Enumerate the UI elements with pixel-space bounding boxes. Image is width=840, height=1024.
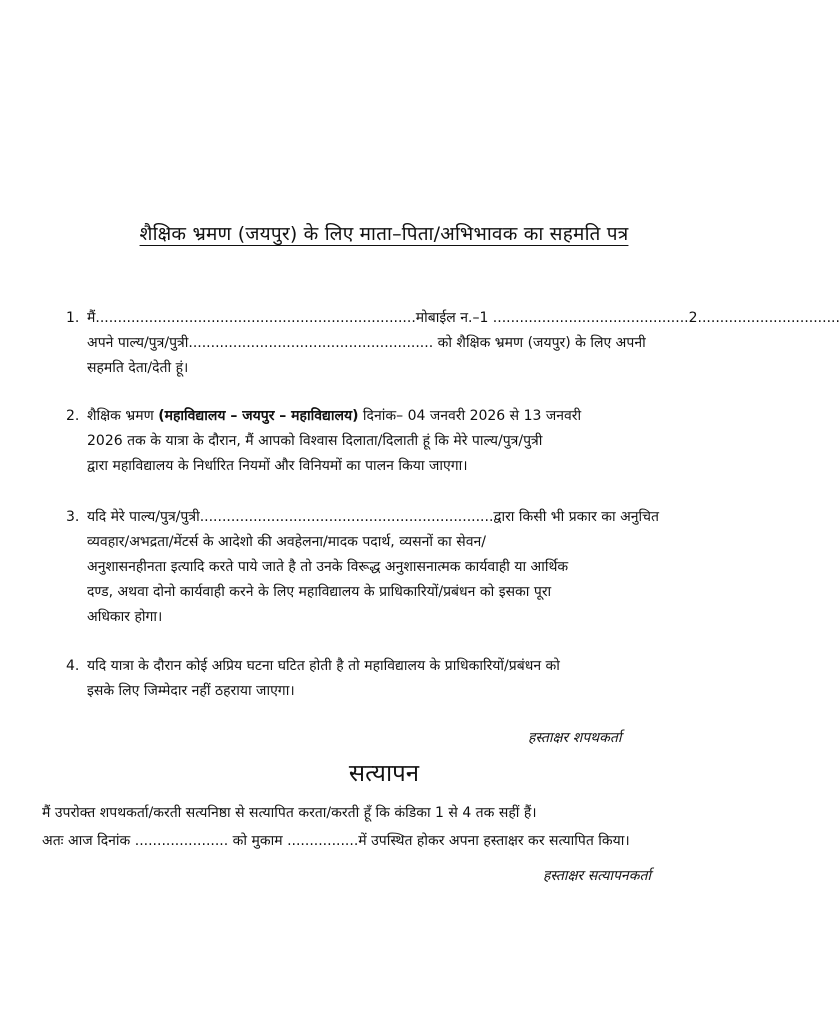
item-number: 2. xyxy=(66,408,80,424)
item-line: व्यवहार/अभद्रता/मेंटर्स के आदेशो की अवहेलना/मादक पदार्थ, व्यसनों का सेवन/ xyxy=(87,534,486,550)
item-line: अपने पाल्य/पुत्र/पुत्री....................................................... को शैक्षिक भ्रमण (जयपुर) के लिए अपनी xyxy=(87,335,646,351)
item-line: द्वारा महाविद्यालय के निर्धारित नियमों और विनियमों का पालन किया जाएगा। xyxy=(87,458,468,474)
item-line: सहमति देता/देती हूं। xyxy=(87,360,189,376)
item-line: अधिकार होगा। xyxy=(87,609,163,625)
consent-item-4 xyxy=(66,654,714,704)
item-text: दिनांक– 04 जनवरी 2026 से 13 जनवरी xyxy=(358,408,582,424)
consent-item-1 xyxy=(66,306,840,381)
item-line: मैं........................................................................मोबाईल न.–1 ............................................2................................ xyxy=(87,310,840,326)
item-bold-text: (महाविद्यालय – जयपुर – महाविद्यालय) xyxy=(158,408,359,424)
verifier-signature-label: हस्ताक्षर सत्यापनकर्ता xyxy=(543,868,652,884)
item-line: इसके लिए जिम्मेदार नहीं ठहराया जाएगा। xyxy=(87,683,295,699)
item-line: दण्ड, अथवा दोनो कार्यवाही करने के लिए महाविद्यालय के प्राधिकारियों/प्रबंधन को इसका पूरा xyxy=(87,584,552,600)
oath-signature-label: हस्ताक्षर शपथकर्ता xyxy=(528,730,622,746)
consent-item-3 xyxy=(66,505,714,630)
consent-item-2 xyxy=(66,404,714,479)
document-title: शैक्षिक भ्रमण (जयपुर) के लिए माता–पिता/अभिभावक का सहमति पत्र xyxy=(139,223,629,245)
verification-heading: सत्यापन xyxy=(348,759,420,787)
verification-text xyxy=(42,799,722,855)
item-number: 4. xyxy=(66,658,80,674)
item-line: यदि यात्रा के दौरान कोई अप्रिय घटना घटित होती है तो महाविद्यालय के प्राधिकारियों/प्रबंधन को xyxy=(87,658,560,674)
item-line: 2026 तक के यात्रा के दौरान, मैं आपको विश्वास दिलाता/दिलाती हूं कि मेरे पाल्य/पुत्र/पुत्री xyxy=(87,433,543,449)
item-text: शैक्षिक भ्रमण xyxy=(87,408,159,424)
item-line: यदि मेरे पाल्य/पुत्र/पुत्री..................................................................द्वारा किसी भी प्रकार का अनुचित xyxy=(87,509,660,525)
item-line: अनुशासनहीनता इत्यादि करते पाये जाते है तो उनके विरूद्ध अनुशासनात्मक कार्यवाही या आर्थिक xyxy=(87,559,569,575)
verification-line: अतः आज दिनांक ..................... को मुकाम ................में उपस्थित होकर अपना हस्ताक्षर कर सत्यापित किया। xyxy=(42,833,630,849)
verification-line: मैं उपरोक्त शपथकर्ता/करती सत्यनिष्ठा से सत्यापित करता/करती हूँ कि कंडिका 1 से 4 तक सहीं हैं। xyxy=(42,805,537,821)
item-number: 3. xyxy=(66,509,80,525)
item-line xyxy=(87,404,714,429)
item-number: 1. xyxy=(66,310,80,326)
